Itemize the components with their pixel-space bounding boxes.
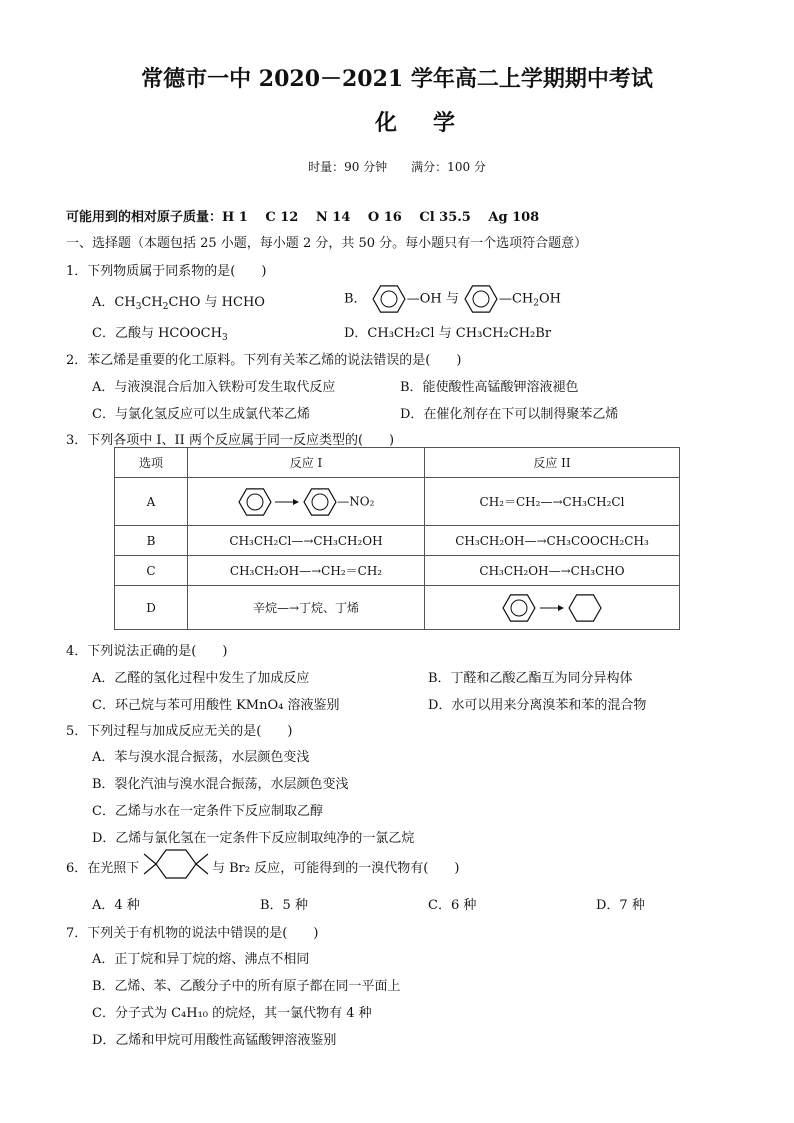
q1-option-a: A．$CH_3CH_2CHO$ 与 HCHO <box>92 295 265 312</box>
q6-option-b: B．5 种 <box>260 898 308 913</box>
question-1-stem: 1．下列物质属于同系物的是( ) <box>66 264 267 279</box>
q2-option-c: C．与氯化氢反应可以生成氯代苯乙烯 <box>92 407 310 422</box>
q7-option-b: B．乙烯、苯、乙酸分子中的所有原子都在同一平面上 <box>92 979 401 994</box>
reaction-2-cell: CH₂＝CH₂—→CH₃CH₂Cl <box>425 478 680 526</box>
header-option: 选项 <box>115 448 188 478</box>
question-7-stem: 7．下列关于有机物的说法中错误的是( ) <box>66 926 319 941</box>
question-3-stem: 3．下列各项中 I、II 两个反应属于同一反应类型的( ) <box>66 433 395 448</box>
question-6-stem-suffix: 与 Br₂ 反应，可能得到的一溴代物有( ) <box>212 861 460 876</box>
cyclohexane-ring-icon <box>568 593 602 623</box>
benzene-ring-icon <box>463 284 499 314</box>
q1-option-c: C．乙酸与 $HCOOCH_3$ <box>92 326 228 343</box>
q2-option-a: A．与液溴混合后加入铁粉可发生取代反应 <box>92 380 336 395</box>
reaction-1-cell: CH₃CH₂Cl—→CH₃CH₂OH <box>188 526 425 556</box>
molecule-structure-icon <box>142 846 212 882</box>
header-reaction-2: 反应 II <box>425 448 680 478</box>
reaction-table <box>114 447 680 630</box>
q4-option-b: B．丁醛和乙酸乙酯互为同分异构体 <box>428 671 633 686</box>
subject-title: 化学 <box>374 110 491 136</box>
header-reaction-1: 反应 I <box>188 448 425 478</box>
question-4-stem: 4．下列说法正确的是( ) <box>66 644 228 659</box>
q7-option-c: C．分子式为 C₄H₁₀ 的烷烃，其一氯代物有 4 种 <box>92 1006 372 1021</box>
benzene-ring-icon <box>502 593 536 623</box>
q6-option-a: A．4 种 <box>92 898 140 913</box>
q2-option-b: B．能使酸性高锰酸钾溶液褪色 <box>400 380 579 395</box>
reaction-1-cell: CH₃CH₂OH—→CH₂＝CH₂ <box>188 556 425 586</box>
row-option: A <box>115 478 188 526</box>
q2-option-d: D．在催化剂存在下可以制得聚苯乙烯 <box>400 407 619 422</box>
q4-option-a: A．乙醛的氢化过程中发生了加成反应 <box>92 671 310 686</box>
benzene-ring-icon <box>238 487 272 517</box>
atomic-masses: 可能用到的相对原子质量：H 1 C 12 N 14 O 16 Cl 35.5 Ag 108 <box>66 210 540 225</box>
table-header-row <box>115 448 680 478</box>
q7-option-a: A．正丁烷和异丁烷的熔、沸点不相同 <box>92 952 310 967</box>
table-row <box>115 586 680 630</box>
row-option: C <box>115 556 188 586</box>
table-row <box>115 478 680 526</box>
arrow-icon <box>540 604 564 612</box>
row-option: D <box>115 586 188 630</box>
question-5-stem: 5．下列过程与加成反应无关的是( ) <box>66 724 293 739</box>
q4-option-c: C．环己烷与苯可用酸性 KMnO₄ 溶液鉴别 <box>92 698 340 713</box>
exam-title: 常德市一中 2020－2021 学年高二上学期期中考试 <box>141 66 653 92</box>
section-heading: 一、选择题（本题包括 25 小题，每小题 2 分，共 50 分。每小题只有一个选项符合题意） <box>66 236 588 251</box>
reaction-1-cell: —NO₂ <box>188 478 425 526</box>
row-option: B <box>115 526 188 556</box>
question-2-stem: 2．苯乙烯是重要的化工原料。下列有关苯乙烯的说法错误的是( ) <box>66 353 462 368</box>
reaction-2-cell: CH₃CH₂OH—→CH₃COOCH₂CH₃ <box>425 526 680 556</box>
question-6-stem-prefix: 6．在光照下 <box>66 861 140 876</box>
q5-option-c: C．乙烯与水在一定条件下反应制取乙醇 <box>92 804 323 819</box>
benzene-ring-icon <box>303 487 337 517</box>
exam-meta: 时量：90 分钟 满分：100 分 <box>308 160 486 174</box>
reaction-2-cell: CH₃CH₂OH—→CH₃CHO <box>425 556 680 586</box>
arrow-icon <box>275 498 299 506</box>
q1-option-b: B． —OH 与 $—CH_2OH$ <box>344 284 561 314</box>
q1-option-d: D．CH₃CH₂Cl 与 CH₃CH₂CH₂Br <box>344 326 552 341</box>
table-row <box>115 556 680 586</box>
q7-option-d: D．乙烯和甲烷可用酸性高锰酸钾溶液鉴别 <box>92 1033 337 1048</box>
reaction-1-cell: 辛烷—→丁烷、丁烯 <box>188 586 425 630</box>
benzene-ring-icon <box>371 284 407 314</box>
q6-option-d: D．7 种 <box>596 898 645 913</box>
table-row <box>115 526 680 556</box>
reaction-2-cell <box>425 586 680 630</box>
q5-option-d: D．乙烯与氯化氢在一定条件下反应制取纯净的一氯乙烷 <box>92 831 415 846</box>
q6-option-c: C．6 种 <box>428 898 477 913</box>
q4-option-d: D．水可以用来分离溴苯和苯的混合物 <box>428 698 647 713</box>
q5-option-a: A．苯与溴水混合振荡，水层颜色变浅 <box>92 750 310 765</box>
q5-option-b: B．裂化汽油与溴水混合振荡，水层颜色变浅 <box>92 777 349 792</box>
